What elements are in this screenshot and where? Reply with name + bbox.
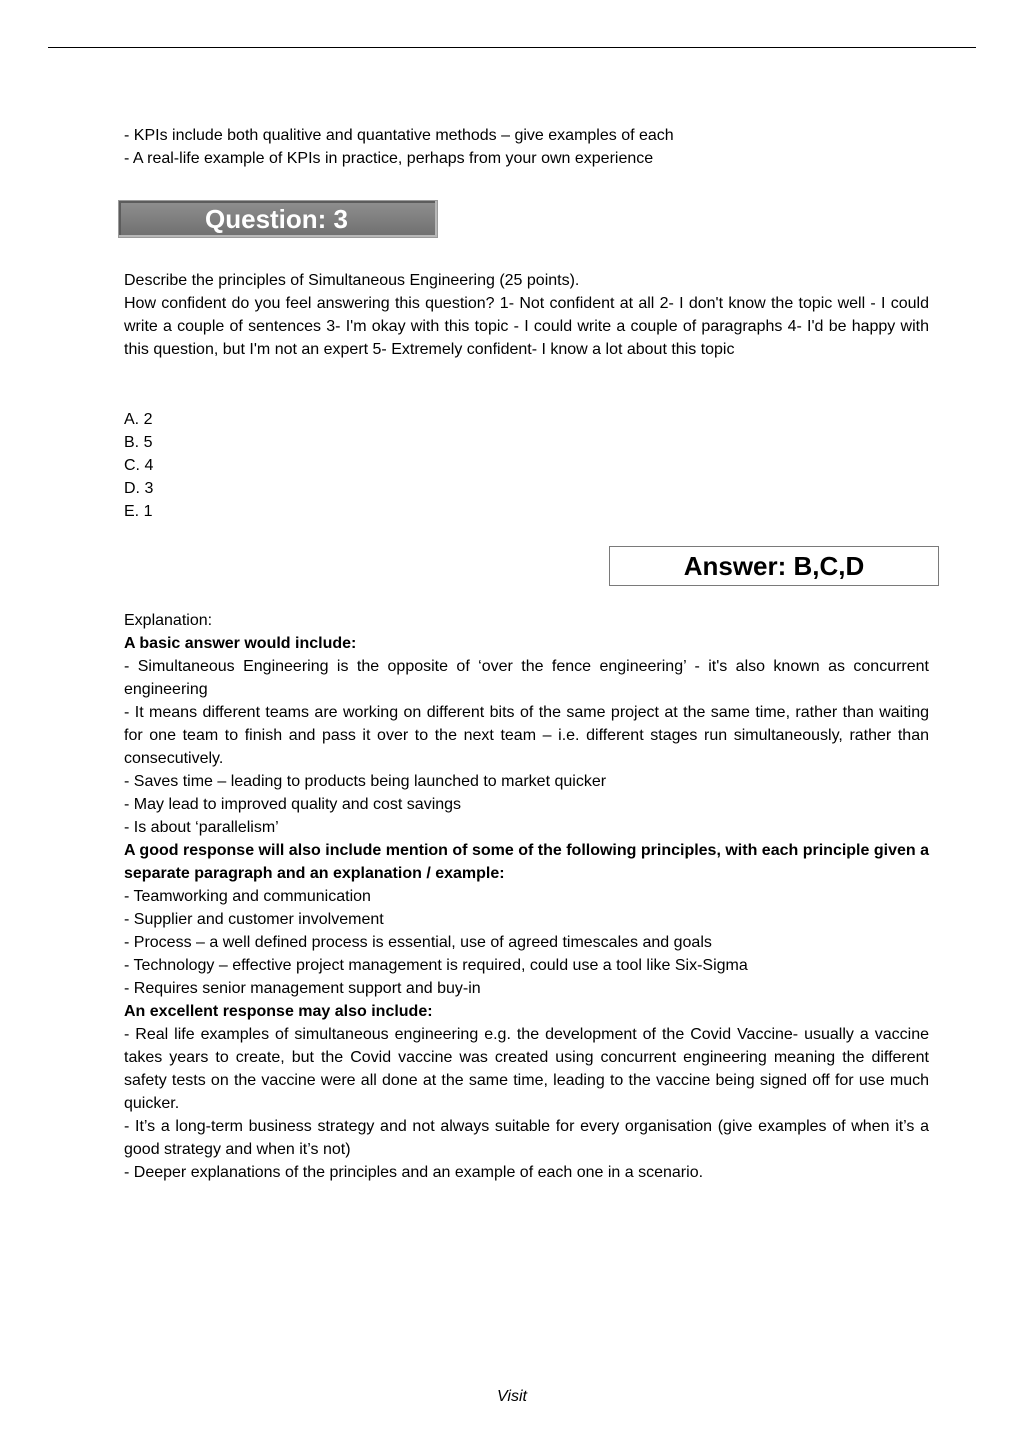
intro-section [124,124,929,170]
option-e: E. 1 [124,503,153,520]
answer-box [609,546,939,586]
good-point: - Teamworking and communication [124,888,371,905]
excellent-point: - Deeper explanations of the principles and an example of each one in a scenario. [124,1164,704,1181]
confidence-scale: How confident do you feel answering this question? 1- Not confident at all 2- I don't know the topic well - I could write a couple of sentences 3- I'm okay with this topic - I could write a couple of paragraphs 4- I'd be happy with this question, but I'm not an expert 5- Extremely confident- I know a lot about this topic [124,295,929,358]
answer-label: Answer: B,C,D [683,551,865,581]
good-point: - Supplier and customer involvement [124,911,384,928]
header-rule [48,47,976,48]
explanation-label: Explanation: [124,612,213,629]
option-d: D. 3 [124,480,154,497]
basic-point: - May lead to improved quality and cost savings [124,796,462,813]
intro-line: - A real-life example of KPIs in practice, perhaps from your own experience [124,150,654,167]
good-point: - Process – a well defined process is essential, use of agreed timescales and goals [124,934,712,951]
explanation-section [124,609,929,1184]
good-point: - Requires senior management support and buy-in [124,980,481,997]
intro-line: - KPIs include both qualitive and quantative methods – give examples of each [124,127,674,144]
excellent-heading: An excellent response may also include: [124,1003,433,1020]
basic-point: - Is about ‘parallelism’ [124,819,279,836]
good-heading: A good response will also include mention of some of the following principles, with each principle given a separate paragraph and an explanation / example: [124,842,929,882]
option-list [124,408,929,523]
option-a: A. 2 [124,411,153,428]
question-prompt: Describe the principles of Simultaneous Engineering (25 points). [124,272,580,289]
option-c: C. 4 [124,457,154,474]
excellent-point: - Real life examples of simultaneous engineering e.g. the development of the Covid Vaccine- usually a vaccine takes years to create, but the Covid vaccine was created using concurrent engineering meaning the different safety tests on the vaccine were all done at the same time, leading to the vaccine being signed off for use much quicker. [124,1026,929,1112]
footer-visit: Visit [497,1388,527,1405]
option-b: B. 5 [124,434,153,451]
basic-heading: A basic answer would include: [124,635,357,652]
basic-point: - It means different teams are working on different bits of the same project at the same time, rather than waiting for one team to finish and pass it over to the next team – i.e. different stages run simultaneously, rather than consecutively. [124,704,929,767]
good-point: - Technology – effective project management is required, could use a tool like Six-Sigma [124,957,748,974]
question-title: Question: 3 [205,204,349,234]
question-header [118,200,438,238]
excellent-point: - It’s a long-term business strategy and not always suitable for every organisation (give examples of when it’s a good strategy and when it’s not) [124,1118,929,1158]
question-body [124,269,929,361]
basic-point: - Simultaneous Engineering is the opposite of ‘over the fence engineering’ - it's also known as concurrent engineering [124,658,929,698]
basic-point: - Saves time – leading to products being launched to market quicker [124,773,607,790]
